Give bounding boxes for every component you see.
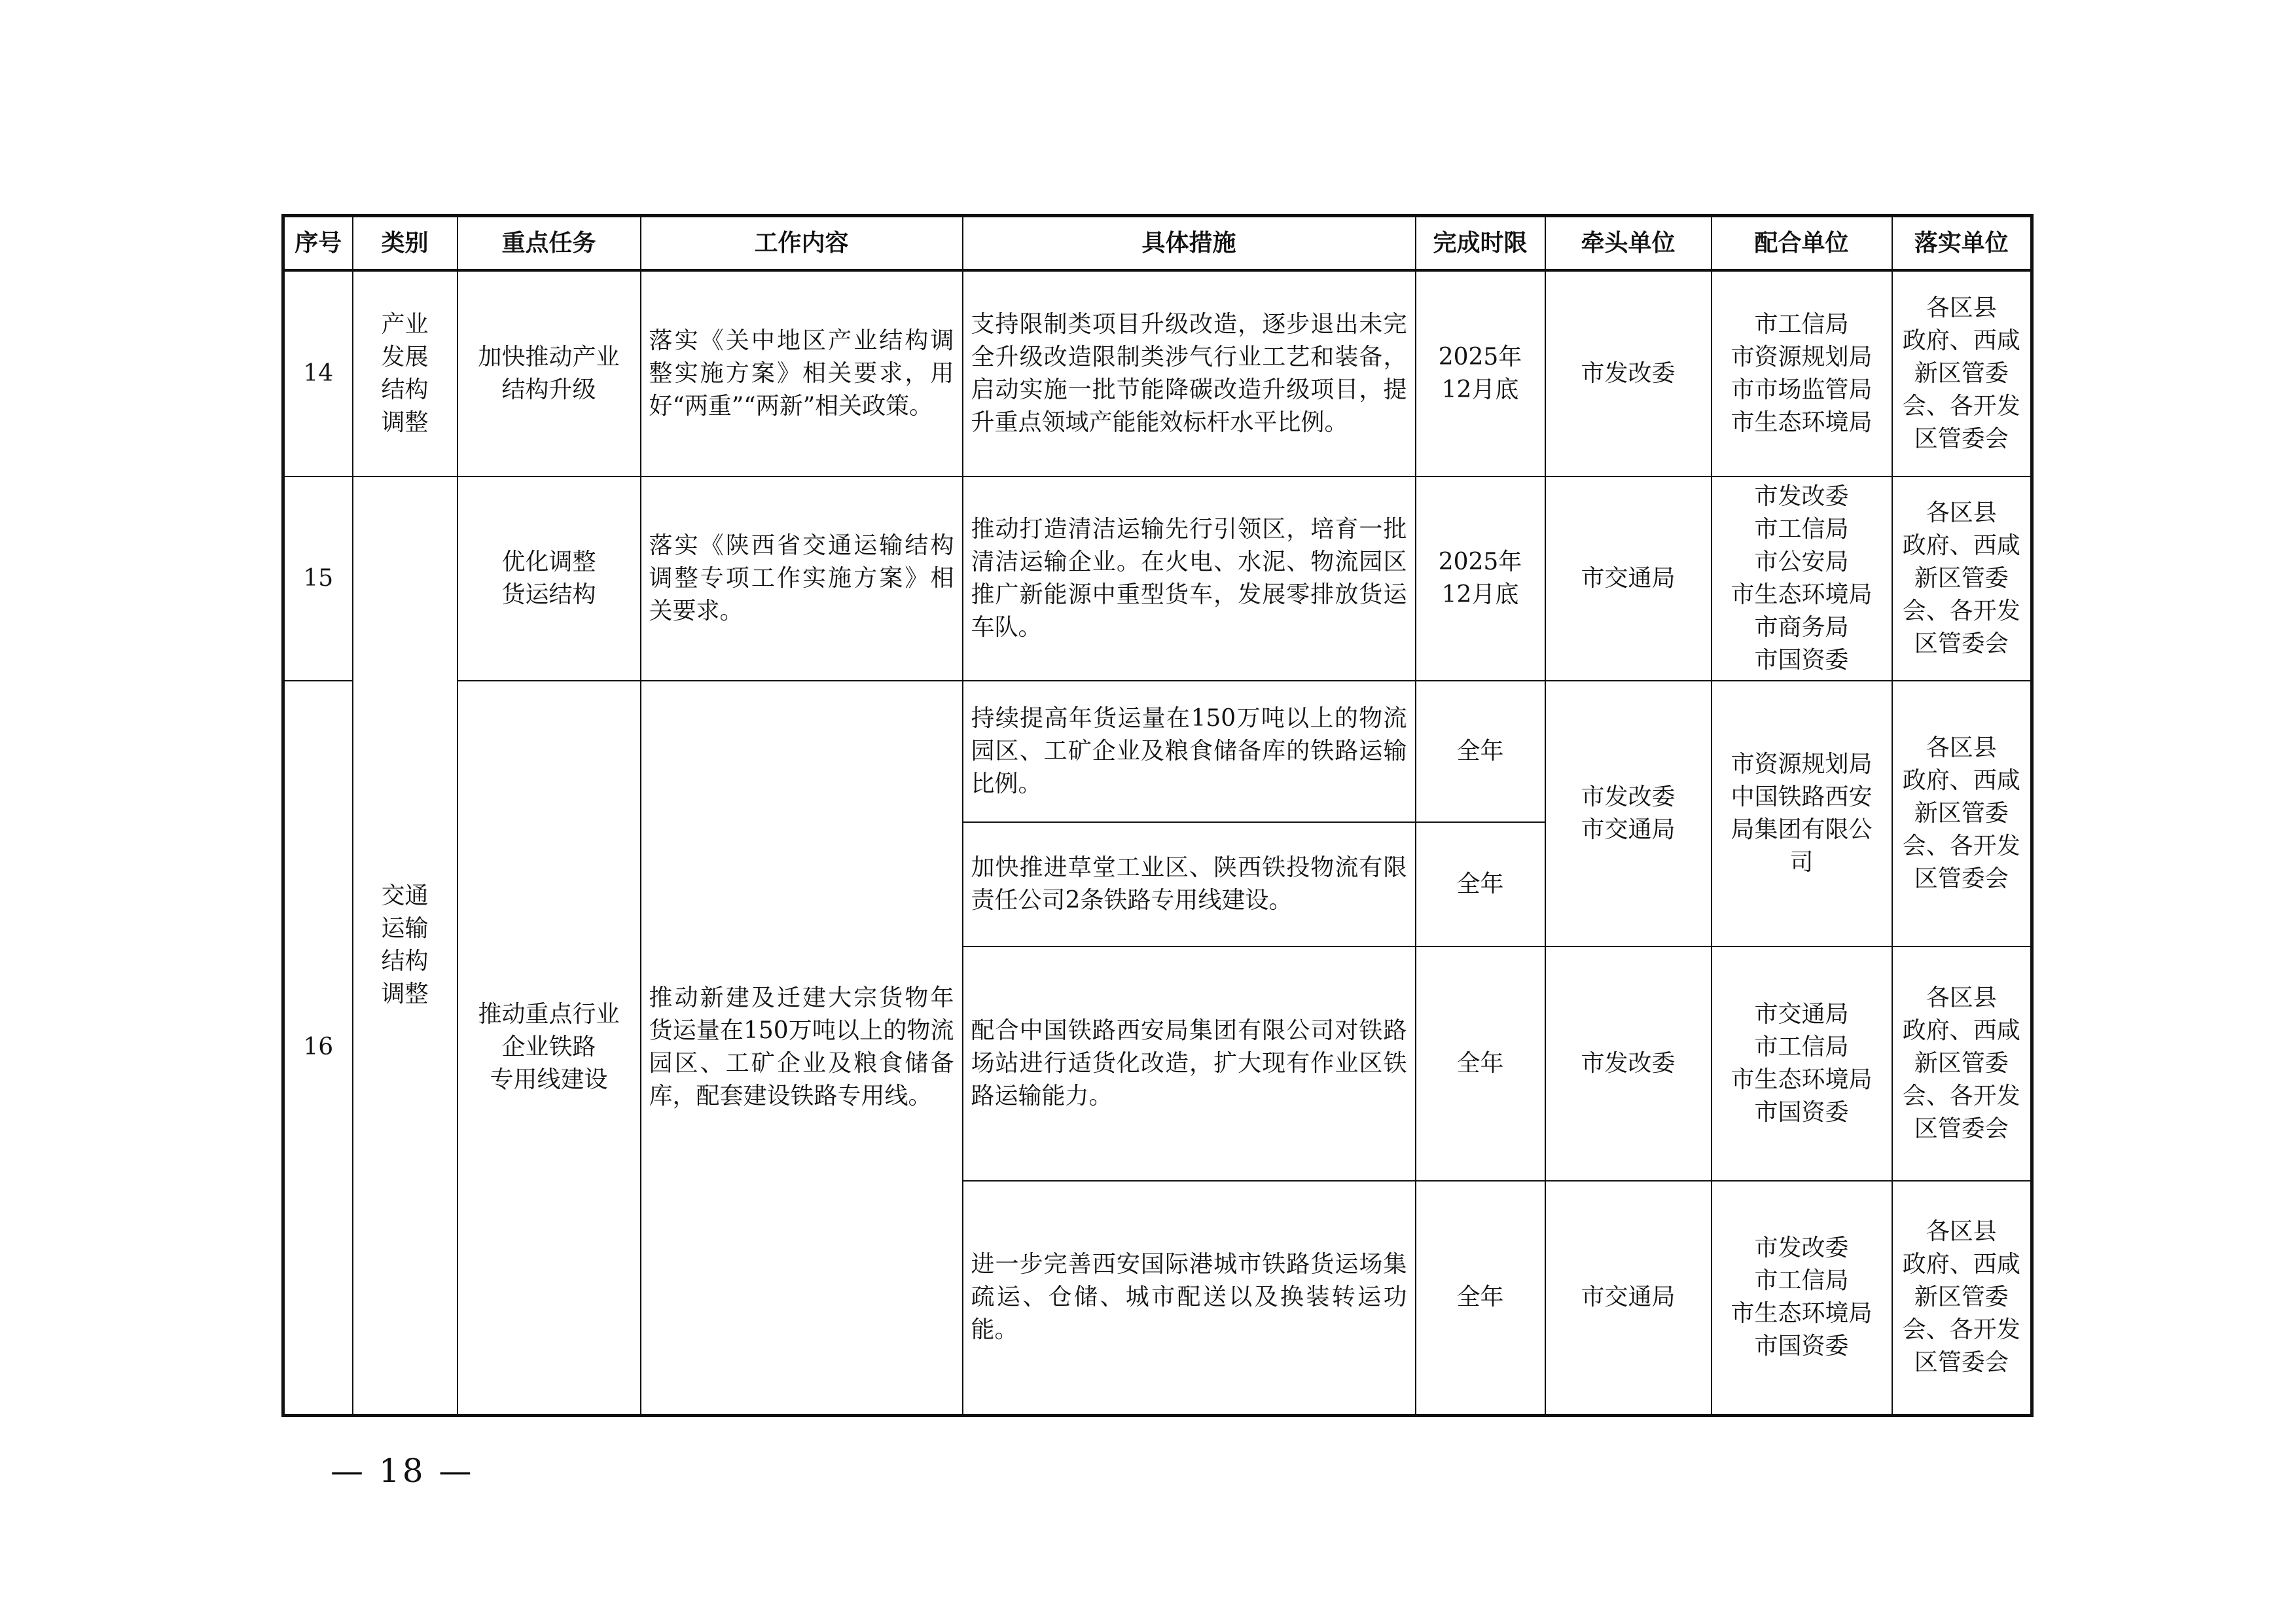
work-content-cell: 落实《关中地区产业结构调整实施方案》相关要求，用好“两重”“两新”相关政策。 [641, 270, 963, 477]
impl-unit-cell: 各区县 政府、西咸 新区管委 会、各开发 区管委会 [1892, 270, 2032, 477]
header-deadline: 完成时限 [1416, 216, 1545, 271]
header-serial-no: 序号 [283, 216, 353, 271]
category-cell: 交通 运输 结构 调整 [353, 477, 457, 1415]
impl-unit-cell: 各区县 政府、西咸 新区管委 会、各开发 区管委会 [1892, 1181, 2032, 1415]
deadline-cell: 全年 [1416, 822, 1545, 947]
policy-task-table [281, 214, 2034, 1417]
deadline-cell: 2025年 12月底 [1416, 270, 1545, 477]
lead-unit-cell: 市发改委 [1545, 270, 1712, 477]
key-task-cell: 加快推动产业 结构升级 [457, 270, 641, 477]
header-key-task: 重点任务 [457, 216, 641, 271]
page-number: — 18 — [331, 1452, 475, 1490]
table-row [283, 270, 2032, 477]
serial-no-cell: 16 [283, 681, 353, 1415]
header-category: 类别 [353, 216, 457, 271]
table-row [283, 477, 2032, 681]
header-impl-unit: 落实单位 [1892, 216, 2032, 271]
deadline-cell: 2025年 12月底 [1416, 477, 1545, 681]
deadline-cell: 全年 [1416, 1181, 1545, 1415]
header-coop-unit: 配合单位 [1712, 216, 1892, 271]
coop-unit-cell: 市发改委 市工信局 市生态环境局 市国资委 [1712, 1181, 1892, 1415]
measure-cell: 持续提高年货运量在150万吨以上的物流园区、工矿企业及粮食储备库的铁路运输比例。 [963, 681, 1416, 822]
impl-unit-cell: 各区县 政府、西咸 新区管委 会、各开发 区管委会 [1892, 947, 2032, 1181]
lead-unit-cell: 市发改委 市交通局 [1545, 681, 1712, 947]
key-task-cell: 优化调整 货运结构 [457, 477, 641, 681]
coop-unit-cell: 市交通局 市工信局 市生态环境局 市国资委 [1712, 947, 1892, 1181]
coop-unit-cell: 市发改委 市工信局 市公安局 市生态环境局 市商务局 市国资委 [1712, 477, 1892, 681]
measure-cell: 加快推进草堂工业区、陕西铁投物流有限责任公司2条铁路专用线建设。 [963, 822, 1416, 947]
serial-no-cell: 14 [283, 270, 353, 477]
coop-unit-cell: 市工信局 市资源规划局 市市场监管局 市生态环境局 [1712, 270, 1892, 477]
header-lead-unit: 牵头单位 [1545, 216, 1712, 271]
table-header-row [283, 216, 2032, 271]
impl-unit-cell: 各区县 政府、西咸 新区管委 会、各开发 区管委会 [1892, 681, 2032, 947]
measure-cell: 配合中国铁路西安局集团有限公司对铁路场站进行适货化改造，扩大现有作业区铁路运输能力。 [963, 947, 1416, 1181]
serial-no-cell: 15 [283, 477, 353, 681]
measure-cell: 进一步完善西安国际港城市铁路货运场集疏运、仓储、城市配送以及换装转运功能。 [963, 1181, 1416, 1415]
deadline-cell: 全年 [1416, 681, 1545, 822]
key-task-cell: 推动重点行业 企业铁路 专用线建设 [457, 681, 641, 1415]
lead-unit-cell: 市发改委 [1545, 947, 1712, 1181]
lead-unit-cell: 市交通局 [1545, 477, 1712, 681]
lead-unit-cell: 市交通局 [1545, 1181, 1712, 1415]
impl-unit-cell: 各区县 政府、西咸 新区管委 会、各开发 区管委会 [1892, 477, 2032, 681]
header-measures: 具体措施 [963, 216, 1416, 271]
deadline-cell: 全年 [1416, 947, 1545, 1181]
measure-cell: 推动打造清洁运输先行引领区，培育一批清洁运输企业。在火电、水泥、物流园区推广新能源中重型货车，发展零排放货运车队。 [963, 477, 1416, 681]
table-row [283, 681, 2032, 822]
measure-cell: 支持限制类项目升级改造，逐步退出未完全升级改造限制类涉气行业工艺和装备，启动实施一批节能降碳改造升级项目，提升重点领域产能能效标杆水平比例。 [963, 270, 1416, 477]
work-content-cell: 落实《陕西省交通运输结构调整专项工作实施方案》相关要求。 [641, 477, 963, 681]
work-content-cell: 推动新建及迁建大宗货物年货运量在150万吨以上的物流园区、工矿企业及粮食储备库，配套建设铁路专用线。 [641, 681, 963, 1415]
category-cell: 产业 发展 结构 调整 [353, 270, 457, 477]
coop-unit-cell: 市资源规划局 中国铁路西安 局集团有限公 司 [1712, 681, 1892, 947]
header-work-content: 工作内容 [641, 216, 963, 271]
